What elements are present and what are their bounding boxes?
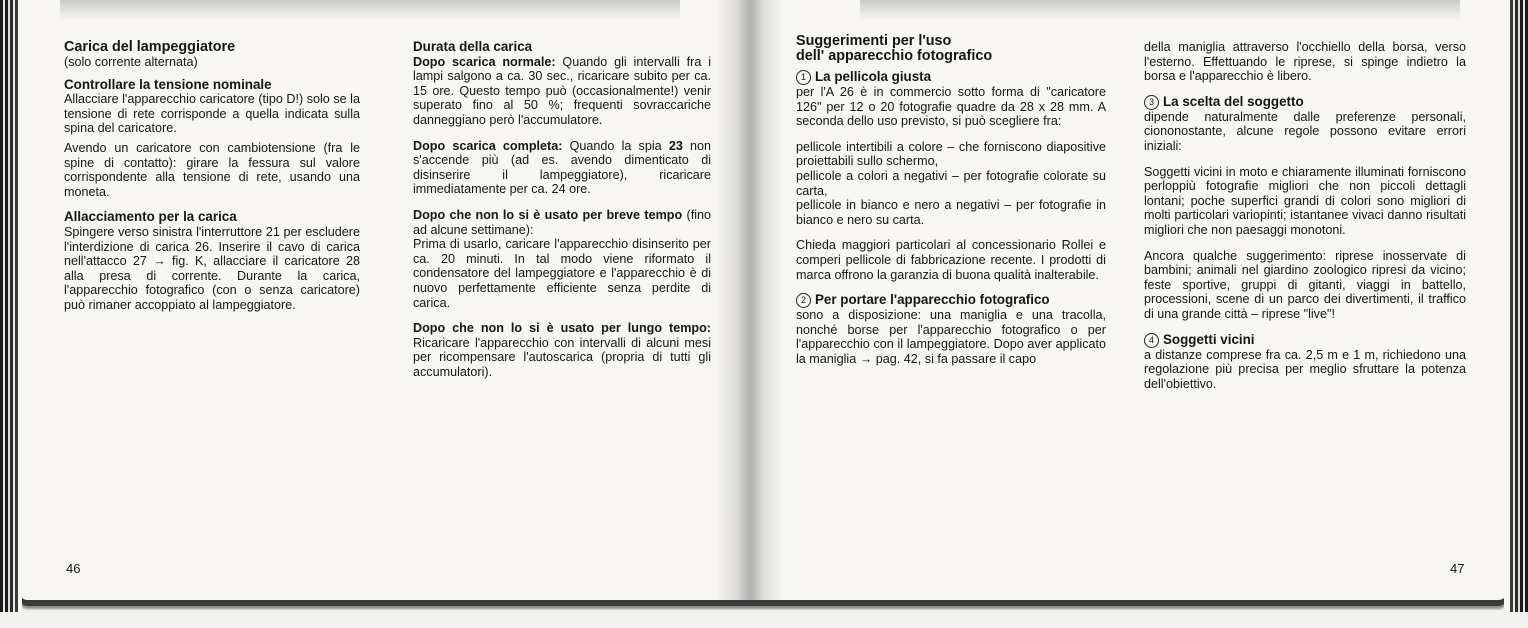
section-subtitle: (solo corrente alternata)	[64, 55, 198, 69]
left-column-1	[64, 40, 360, 318]
right-column-2	[1144, 40, 1466, 396]
section-title: Suggerimenti per l'uso	[796, 33, 952, 49]
heading: Durata della carica	[413, 39, 533, 54]
paragraph: Soggetti vicini in moto e chiaramente illuminati forniscono perloppiù fotografie migliori che non piccoli dettagli lontani; poche superfici grandi di colori sono migliori di molti particolari variopinti; istantanee vivaci danno risultati migliori che non paesaggi monotoni.	[1144, 164, 1466, 237]
paragraph-text: Ricaricare l'apparecchio con intervalli di alcuni mesi per ricompensare l'autoscarica (propria di tutti gli accumulatori).	[413, 335, 711, 379]
page-number: 46	[66, 561, 81, 576]
subsection-heading	[796, 70, 1106, 85]
left-column-2	[413, 40, 711, 384]
paragraph: Prima di usarlo, caricare l'apparecchio disinserito per ca. 20 minuti. In tal modo viene riformato il condensatore del lampeggiatore e l'apparecchio è di nuovo perfettamente efficiente senza perdite di carica.	[413, 237, 711, 310]
paragraph: pellicole in bianco e nero a negativi – per fotografie in bianco e nero su carta.	[796, 198, 1106, 227]
paragraph	[413, 321, 711, 379]
subsection-title: Soggetti vicini	[1163, 331, 1255, 347]
page-stack-right-edge	[1504, 0, 1528, 612]
circled-number: 2	[796, 293, 811, 308]
right-page	[778, 0, 1506, 600]
paragraph: Ancora qualche suggerimento: riprese inosservate di bambini; animali nel giardino zoologico ripresi da vicino; feste sportive, gruppi di gitanti, viaggi in battello, processioni, scene di un parco dei divertimenti, il traffico di una grande città – riprese "live"!	[1144, 248, 1466, 321]
paragraph	[413, 55, 711, 128]
paragraph: per l'A 26 è in commercio sotto forma di "caricatore 126" per 12 o 20 fotografie quadre da 28 x 28 mm. A seconda dello uso previsto, si può scegliere fra:	[796, 85, 1106, 129]
paragraph-text: Quando gli intervalli fra i lampi salgono a ca. 30 sec., ricaricare subito per ca. 15 ore. Questo tempo può (occasionalmente!) venir superato fino al 50 %; frequenti sovraccariche danneggiano però l'accumulatore.	[413, 54, 711, 127]
circled-number: 1	[796, 70, 811, 85]
section-title: Carica del lampeggiatore	[64, 39, 236, 55]
heading: Controllare la tensione nominale	[64, 76, 272, 92]
subsection-heading	[1144, 95, 1466, 110]
paragraph-text: (fino ad alcune settimane):	[413, 207, 711, 237]
left-page	[18, 0, 733, 600]
paragraph-lead: Dopo scarica normale:	[413, 54, 556, 69]
paragraph	[413, 208, 711, 237]
paragraph: Avendo un caricatore con cambiotensione (fra le spine di contatto): girare la fessura sul valore corrispondente alla tensione di rete, usando una moneta.	[64, 140, 360, 199]
paragraph: a distanze comprese fra ca. 2,5 m e 1 m, richiedono una regolazione più precisa per meglio sfruttare la potenza dell'obiettivo.	[1144, 347, 1466, 391]
subsection-title: La scelta del soggetto	[1163, 93, 1304, 109]
paragraph-lead: Dopo scarica completa:	[413, 138, 563, 153]
subsection-title: Per portare l'apparecchio fotografico	[815, 292, 1050, 308]
paragraph-lead: Dopo che non lo si è usato per breve tempo	[413, 207, 683, 222]
paragraph-lead: Dopo che non lo si è usato per lungo tempo:	[413, 321, 711, 336]
heading: Allacciamento per la carica	[64, 209, 237, 225]
paragraph: sono a disposizione: una maniglia e una tracolla, nonché borse per l'apparecchio fotografico o per l'apparecchio con il lampeggiatore. Dopo aver applicato la maniglia → pag. 42, si fa passare il capo	[796, 308, 1106, 366]
paragraph: Chieda maggiori particolari al concessionario Rollei e comperi pellicole di fabbricazione recente. I prodotti di marca offrono la garanzia di buona qualità inalterabile.	[796, 238, 1106, 282]
paragraph: della maniglia attraverso l'occhiello della borsa, verso l'esterno. Effettuando le riprese, si spinge indietro la borsa e l'apparecchio è libero.	[1144, 40, 1466, 84]
page-number: 47	[1450, 561, 1465, 576]
paragraph: Allacciare l'apparecchio caricatore (tipo D!) solo se la tensione di rete corrisponde a quella indicata sulla spina del caricatore.	[64, 92, 360, 136]
section-title: dell' apparecchio fotografico	[796, 48, 993, 64]
circled-number: 4	[1144, 333, 1159, 348]
paragraph-text: Quando la spia	[562, 138, 669, 153]
paragraph-text: non s'accende più (ad es. avendo dimenticato di disinserire il lampeggiatore), ricaricare immediatamente per ca. 24 ore.	[413, 138, 712, 197]
paragraph: pellicole a colori a negativi – per fotografie colorate su carta,	[796, 168, 1106, 198]
part-number: 23	[668, 138, 683, 153]
subsection-title: La pellicola giusta	[815, 69, 932, 84]
subsection-heading	[1144, 333, 1466, 348]
paragraph: Spingere verso sinistra l'interruttore 21 per escludere l'interdizione di carica 26. Inserire il cavo di carica nell'attacco 27 → fig. K, allacciare il caricatore 28 alla presa di corrente. Durante la carica, l'apparecchio fotografico (con o senza caricatore) può rimaner accoppiato al lampeggiatore.	[64, 224, 360, 312]
circled-number: 3	[1144, 95, 1159, 110]
subsection-heading	[796, 293, 1106, 308]
right-column-1	[796, 33, 1106, 372]
paragraph: dipende naturalmente dalle preferenze personali, ciononostante, alcune regole possono evitare errori iniziali:	[1144, 109, 1466, 153]
paragraph: pellicole intertibili a colore – che forniscono diapositive proiettabili sullo schermo,	[796, 139, 1106, 169]
paragraph	[413, 139, 711, 197]
